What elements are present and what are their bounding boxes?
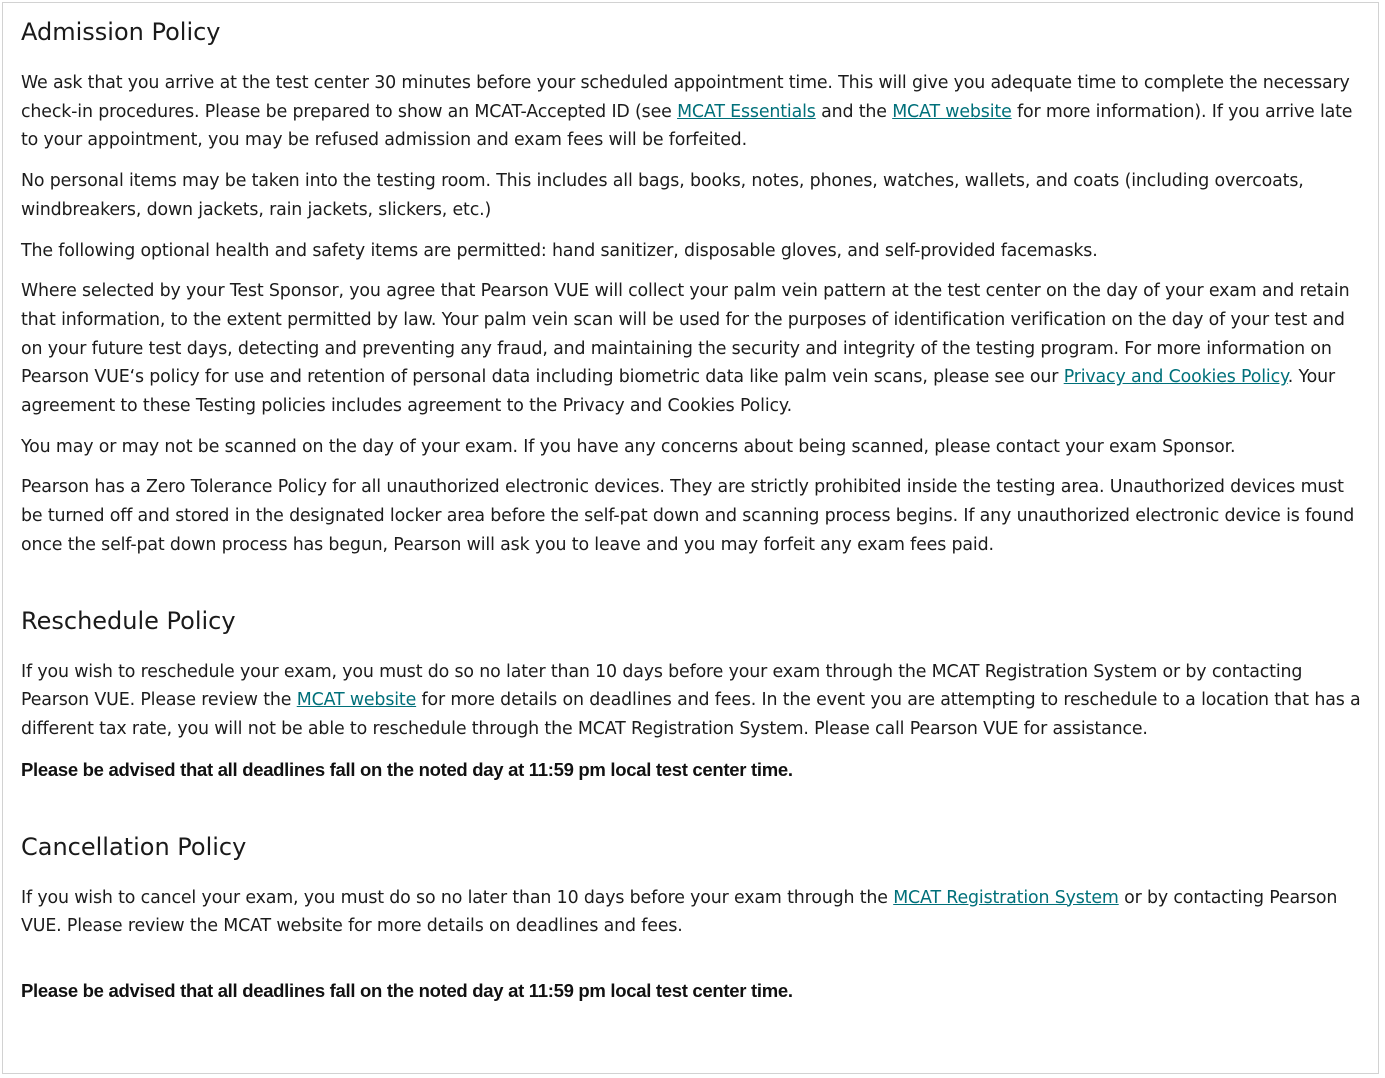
policy-panel (2, 2, 1379, 1074)
admission-policy-section (21, 17, 1362, 560)
admission-arrival-text-end: for more information). If you arrive late to your appointment, you may be refused admission and exam fees will be forfeited. (21, 101, 1353, 151)
cancellation-text-start: If you wish to cancel your exam, you must do so no later than 10 days before your exam through the (21, 887, 894, 908)
mcat-essentials-link[interactable]: MCAT Essentials (677, 101, 816, 122)
palm-vein-text-start: Where selected by your Test Sponsor, you agree that Pearson VUE will collect your palm vein pattern at the test center on the day of your exam and retain that information, to the extent permitted by law. Your palm vein scan will be used for the purposes of identification verification on the day of your test and on your future test days, detecting and preventing any fraud, and maintaining the security and integrity of the testing program. For more information on Pearson VUE‘s policy for use and retention of personal data including biometric data like palm vein scans, please see our (21, 281, 1350, 388)
cancellation-paragraph (21, 884, 1362, 941)
reschedule-policy-heading: Reschedule Policy (21, 606, 236, 635)
mcat-registration-system-link[interactable]: MCAT Registration System (893, 887, 1119, 908)
privacy-cookies-policy-link[interactable]: Privacy and Cookies Policy (1063, 367, 1288, 388)
admission-arrival-text-mid: and the (815, 101, 893, 122)
scan-notice-paragraph: You may or may not be scanned on the day of your exam. If you have any concerns about being scanned, please contact your exam Sponsor. (21, 436, 1236, 457)
cancellation-policy-heading: Cancellation Policy (21, 832, 247, 861)
reschedule-paragraph (21, 658, 1362, 744)
admission-arrival-text-start: We ask that you arrive at the test center 30 minutes before your scheduled appointment time. This will give you adequate time to complete the necessary check-in procedures. Please be prepared to show an MCAT-Accepted ID (see (21, 73, 1350, 122)
reschedule-mcat-website-link[interactable]: MCAT website (296, 690, 417, 711)
reschedule-text-end: for more details on deadlines and fees. In the event you are attempting to reschedule to a location that has a different tax rate, you will not be able to reschedule through the MCAT Registration System. Please call Pearson VUE for assistance. (21, 690, 1361, 739)
reschedule-policy-section (21, 606, 1362, 784)
cancellation-text-end: or by contacting Pearson VUE. Please review the MCAT website for more details on deadlines and fees. (21, 887, 1338, 937)
cancellation-deadline-notice: Please be advised that all deadlines fall on the noted day at 11:59 pm local test center time. (21, 980, 793, 1002)
health-safety-paragraph: The following optional health and safety items are permitted: hand sanitizer, disposable gloves, and self-provided facemasks. (21, 240, 1098, 261)
reschedule-text-start: If you wish to reschedule your exam, you must do so no later than 10 days before your exam through the MCAT Registration System or by contacting Pearson VUE. Please review the (21, 661, 1303, 711)
reschedule-deadline-notice: Please be advised that all deadlines fall on the noted day at 11:59 pm local test center time. (21, 758, 793, 780)
palm-vein-paragraph (21, 277, 1362, 421)
palm-vein-text-end: . Your agreement to these Testing policies includes agreement to the Privacy and Cookies Policy. (21, 367, 1335, 417)
mcat-website-link[interactable]: MCAT website (892, 101, 1012, 122)
zero-tolerance-paragraph: Pearson has a Zero Tolerance Policy for all unauthorized electronic devices. They are strictly prohibited inside the testing area. Unauthorized devices must be turned off and stored in the designated locker area before the self-pat down and scanning process begins. If any unauthorized electronic device is found once the self-pat down process has begun, Pearson will ask you to leave and you may forfeit any exam fees paid. (21, 477, 1355, 555)
spacer (21, 953, 1362, 977)
personal-items-paragraph: No personal items may be taken into the testing room. This includes all bags, books, notes, phones, watches, wallets, and coats (including overcoats, windbreakers, down jackets, rain jackets, slickers, etc.) (21, 171, 1304, 220)
admission-arrival-paragraph (21, 69, 1362, 155)
cancellation-policy-section (21, 832, 1362, 1005)
admission-policy-heading: Admission Policy (21, 18, 221, 46)
